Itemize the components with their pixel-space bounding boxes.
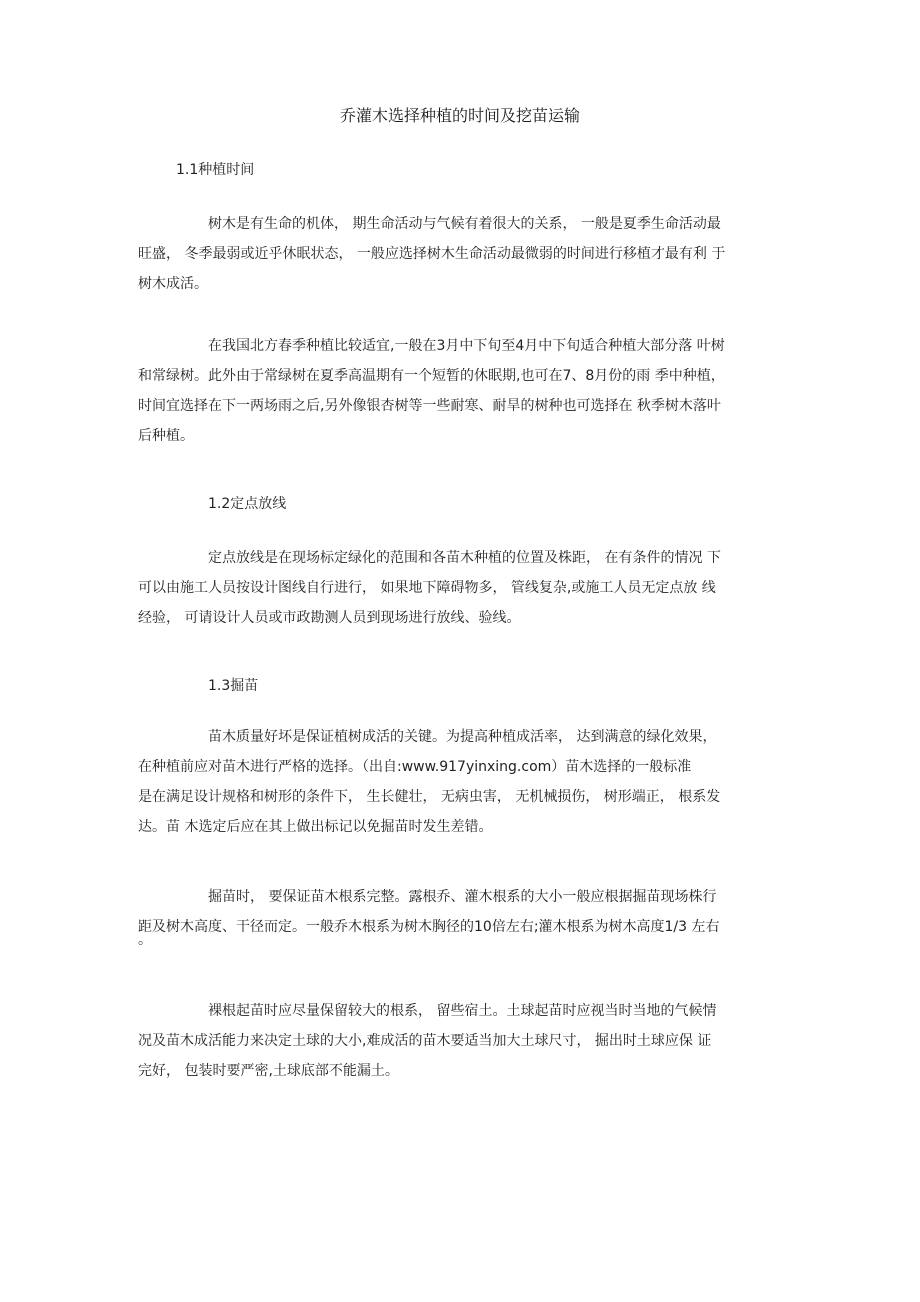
paragraph-line: 掘苗时， 要保证苗木根系完整。露根乔、灌木根系的大小一般应根据掘苗现场株行 [208, 889, 717, 905]
section-heading-planting-time: 1.1种植时间 [176, 162, 255, 178]
paragraph-line: 达。苗 木选定后应在其上做出标记以免掘苗时发生差错。 [138, 819, 493, 835]
paragraph-line: 裸根起苗时应尽量保留较大的根系， 留些宿土。土球起苗时应视当时当地的气候情 [208, 1003, 717, 1019]
paragraph-line: 可以由施工人员按设计图线自行进行， 如果地下障碍物多， 管线复杂,或施工人员无定点放 线 [138, 580, 716, 596]
paragraph-line: 和常绿树。此外由于常绿树在夏季高温期有一个短暂的休眠期,也可在7、8月份的雨 季中种植， [138, 368, 725, 384]
paragraph-line: 完好， 包装时要严密,土球底部不能漏土。 [138, 1063, 399, 1079]
paragraph-staking-1 [138, 543, 798, 633]
paragraph-line: 。 [138, 932, 152, 948]
paragraph-line: 距及树木高度、干径而定。一般乔木根系为树木胸径的10倍左右;灌木根系为树木高度1/3 左右 [138, 919, 720, 935]
paragraph-digging-1 [138, 722, 798, 842]
paragraph-line: 苗木质量好坏是保证植树成活的关键。为提高种植成活率， 达到满意的绿化效果， [208, 729, 717, 745]
paragraph-line: 树木成活。 [138, 276, 208, 292]
paragraph-line: 经验， 可请设计人员或市政勘测人员到现场进行放线、验线。 [138, 610, 521, 626]
paragraph-line: 树木是有生命的机体， 期生命活动与气候有着很大的关系， 一般是夏季生命活动最 [208, 216, 721, 232]
paragraph-line: 在种植前应对苗木进行严格的选择。（出自:www.917yinxing.com）苗木选择的一般标准 [138, 759, 692, 775]
document-title: 乔灌木选择种植的时间及挖苗运输 [339, 106, 580, 125]
section-heading-digging: 1.3掘苗 [208, 678, 259, 694]
paragraph-planting-time-2 [138, 331, 798, 451]
paragraph-line: 定点放线是在现场标定绿化的范围和各苗木种植的位置及株距， 在有条件的情况 下 [208, 550, 721, 566]
paragraph-line: 时间宜选择在下一两场雨之后,另外像银杏树等一些耐寒、耐旱的树种也可选择在 秋季树木落叶 [138, 398, 721, 414]
paragraph-line: 是在满足设计规格和树形的条件下， 生长健壮， 无病虫害， 无机械损伤， 树形端正， 根系发 [138, 789, 721, 805]
section-heading-staking: 1.2定点放线 [208, 496, 287, 512]
paragraph-line: 在我国北方春季种植比较适宜,一般在3月中下旬至4月中下旬适合种植大部分落 叶树 [208, 338, 725, 354]
paragraph-digging-3 [138, 996, 798, 1086]
paragraph-line: 旺盛， 冬季最弱或近乎休眠状态， 一般应选择树木生命活动最微弱的时间进行移植才最有利 于 [138, 246, 726, 262]
paragraph-planting-time-1 [138, 209, 798, 299]
paragraph-line: 后种植。 [138, 428, 194, 444]
paragraph-line: 况及苗木成活能力来决定土球的大小,难成活的苗木要适当加大土球尺寸， 掘出时土球应保 证 [138, 1033, 712, 1049]
paragraph-digging-2 [138, 882, 798, 948]
